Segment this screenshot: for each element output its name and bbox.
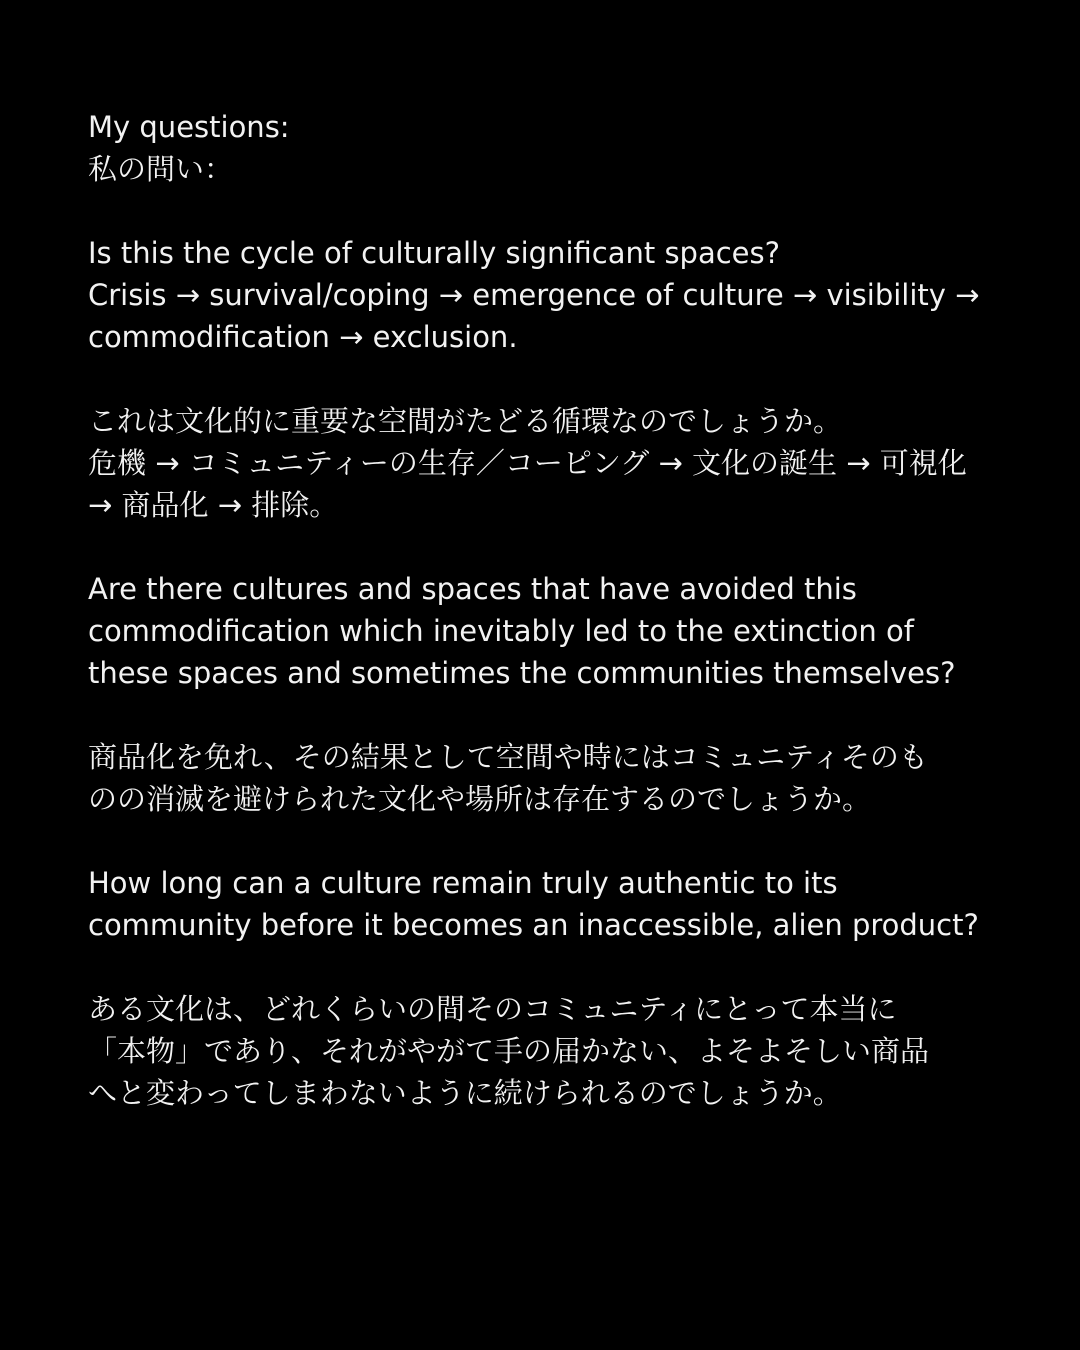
heading-ja: 私の問い： bbox=[88, 152, 234, 186]
question-1-ja bbox=[88, 400, 1008, 526]
question-line: Are there cultures and spaces that have avoided this bbox=[88, 572, 857, 606]
question-line: 危機 → コミュニティーの生存／コーピング → 文化の誕生 → 可視化 bbox=[88, 446, 967, 480]
question-line: へと変わってしまわないように続けられるのでしょうか。 bbox=[88, 1076, 842, 1110]
question-line: these spaces and sometimes the communities themselves? bbox=[88, 656, 956, 690]
question-line: 「本物」であり、それがやがて手の届かない、よそよそしい商品 bbox=[88, 1034, 930, 1068]
question-line: commodification → exclusion. bbox=[88, 320, 518, 354]
question-line: これは文化的に重要な空間がたどる循環なのでしょうか。 bbox=[88, 404, 843, 438]
question-line: ある文化は、どれくらいの間そのコミュニティにとって本当に bbox=[88, 992, 897, 1026]
question-line: How long can a culture remain truly authentic to its bbox=[88, 866, 838, 900]
question-line: commodification which inevitably led to the extinction of bbox=[88, 614, 914, 648]
question-3-ja bbox=[88, 988, 1008, 1114]
question-line: → 商品化 → 排除。 bbox=[88, 488, 339, 522]
question-3-en bbox=[88, 862, 1008, 946]
question-line: のの消滅を避けられた文化や場所は存在するのでしょうか。 bbox=[88, 782, 872, 816]
question-line: 商品化を免れ、その結果として空間や時にはコミュニティそのも bbox=[88, 740, 928, 774]
question-2-en bbox=[88, 568, 1008, 694]
questions-document bbox=[88, 106, 1008, 1156]
question-2-ja bbox=[88, 736, 1008, 820]
question-line: community before it becomes an inaccessible, alien product? bbox=[88, 908, 979, 942]
heading-en: My questions: bbox=[88, 110, 290, 144]
question-line: Crisis → survival/coping → emergence of culture → visibility → bbox=[88, 278, 980, 312]
question-line: Is this the cycle of culturally significant spaces? bbox=[88, 236, 781, 270]
question-1-en bbox=[88, 232, 1008, 358]
heading-block bbox=[88, 106, 1008, 190]
